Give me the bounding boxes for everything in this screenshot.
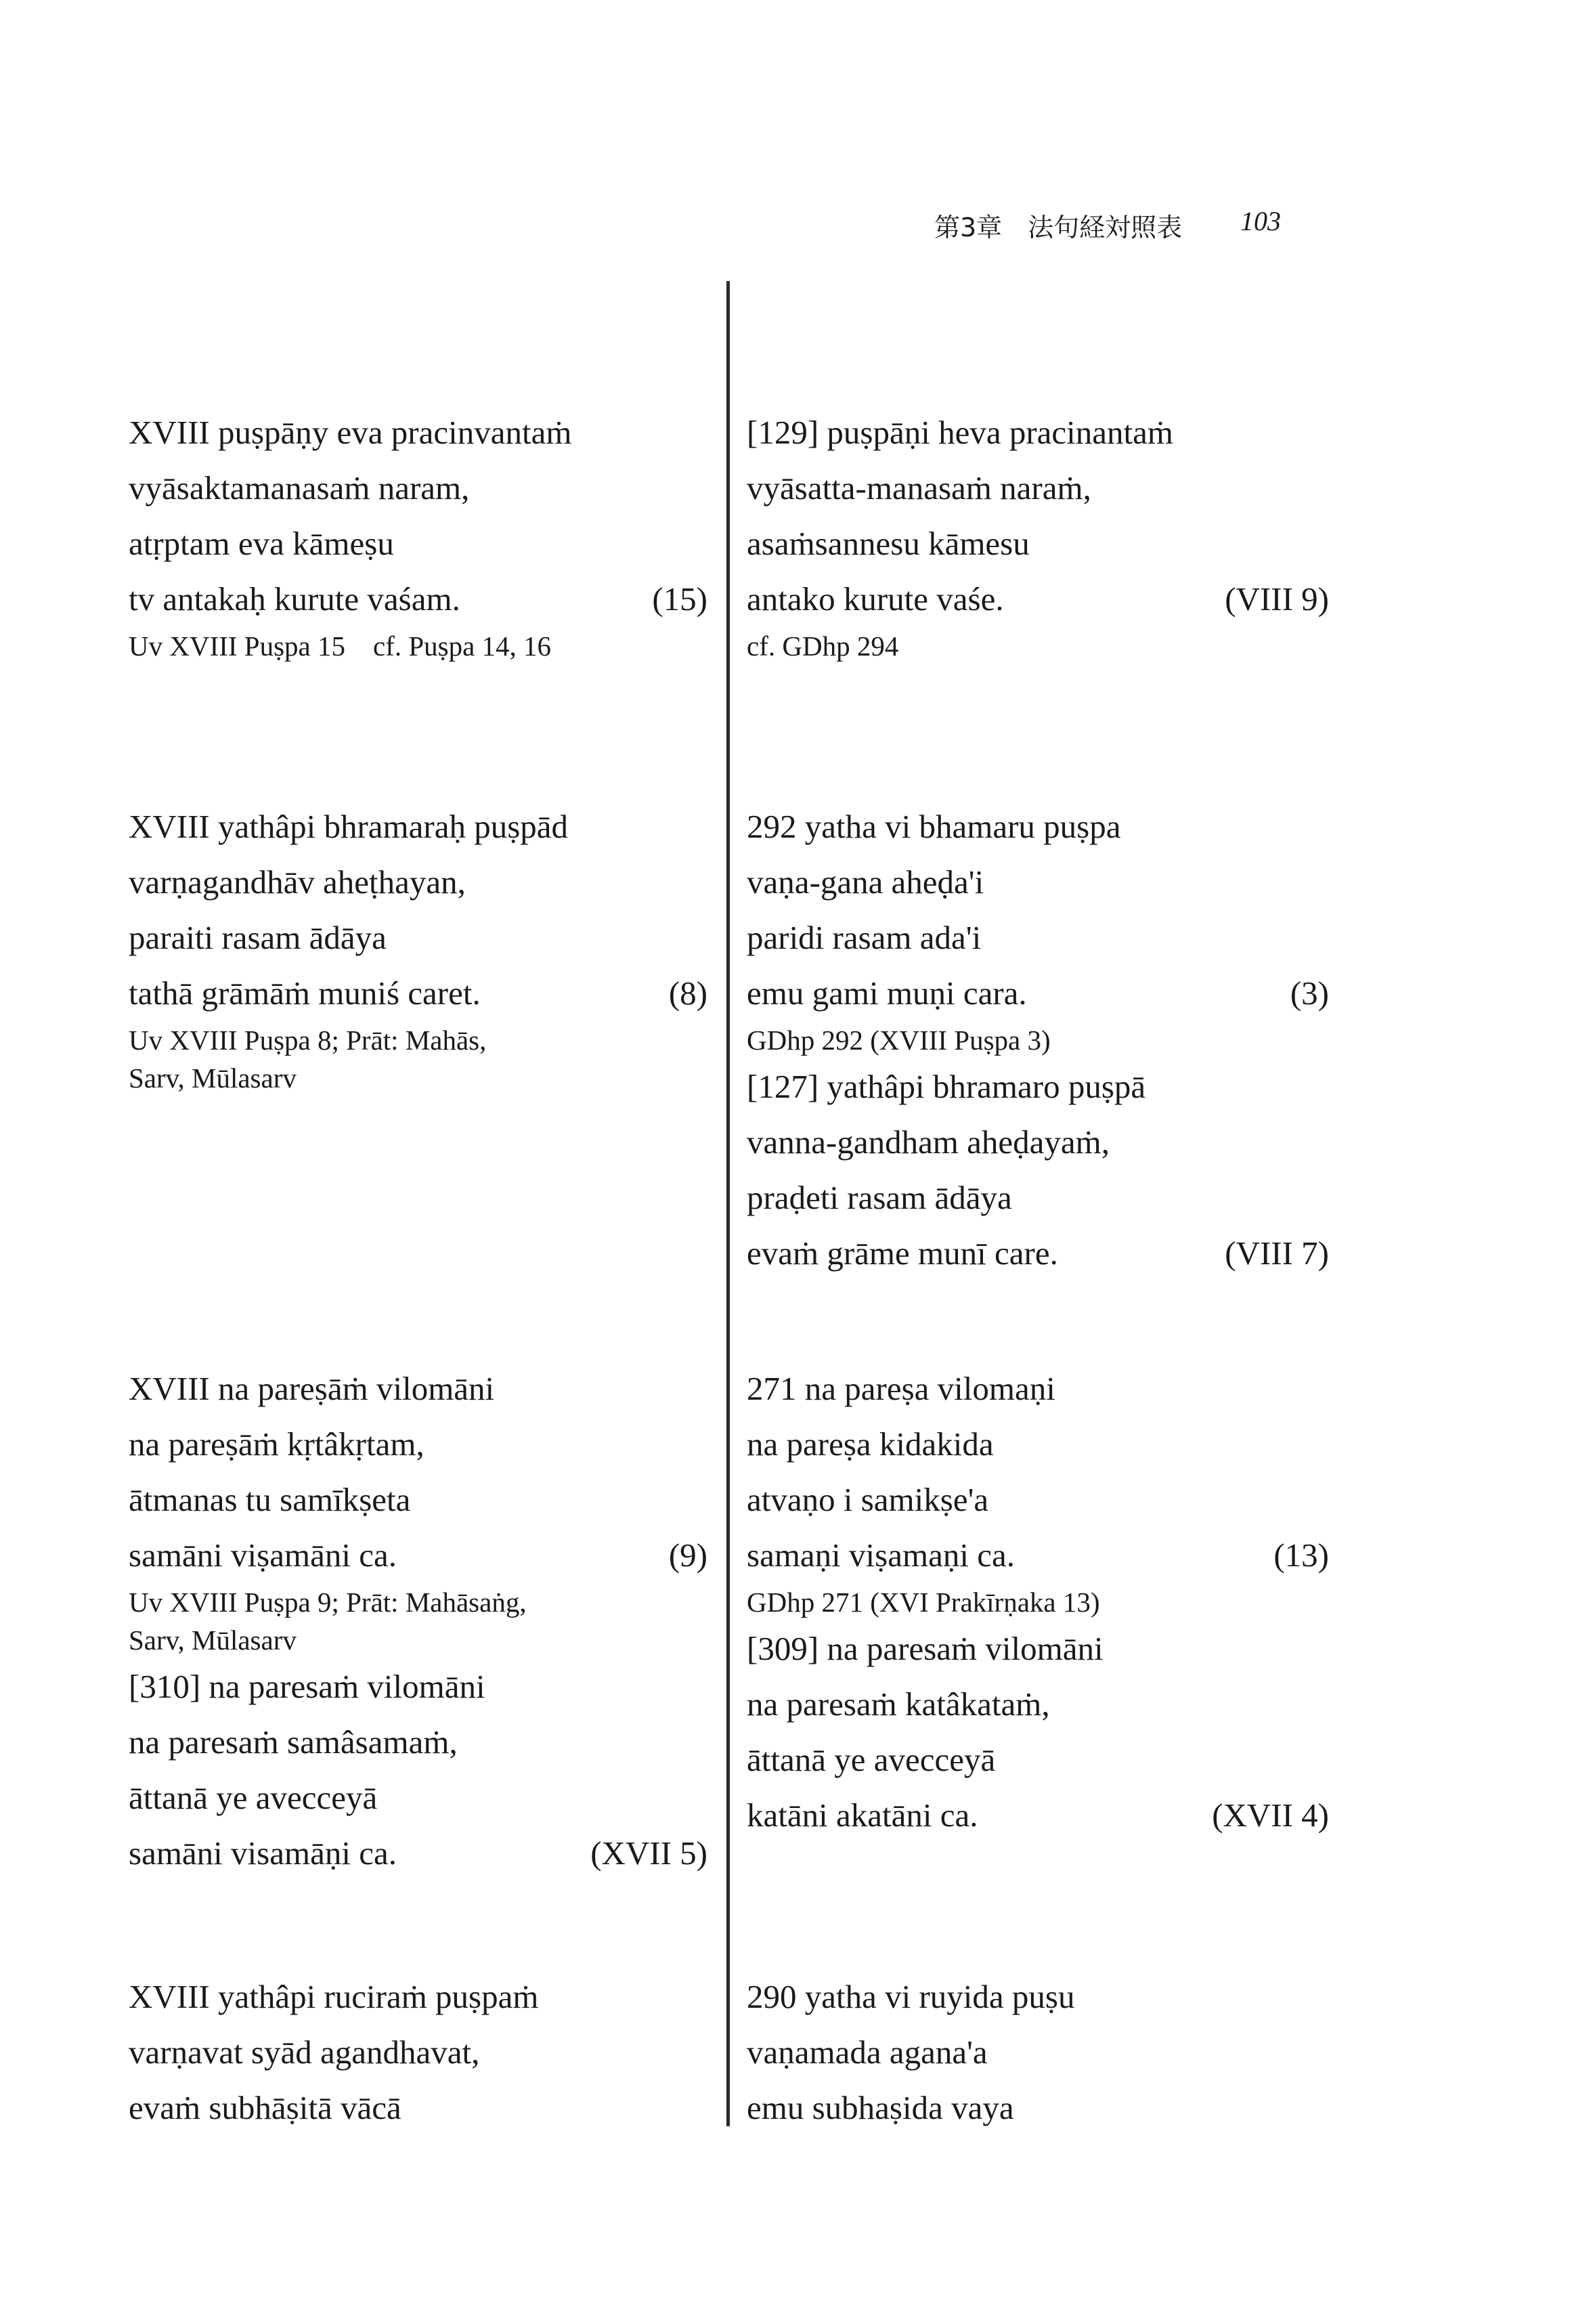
verse-line: atvaṇo i samikṣe'a: [747, 1481, 989, 1518]
verse-line: 290 yatha vi ruyida puṣu: [747, 1978, 1075, 2015]
verse-number: (VIII 9): [1225, 580, 1329, 618]
verse-line: samaṇi viṣamaṇi ca. (13): [747, 1528, 1329, 1583]
reference-note: Uv XVIII Puṣpa 9; Prāt: Mahāsaṅg,: [129, 1587, 527, 1618]
pali-line: samāni visamāṇi ca. (XVII 5): [129, 1826, 707, 1881]
verse-number: (13): [1273, 1536, 1329, 1574]
column-divider: [726, 281, 730, 2126]
verse-block: [747, 1969, 1329, 2136]
verse-line: vaṇamada agana'a: [747, 2034, 988, 2071]
reference-note: GDhp 292 (XVIII Puṣpa 3): [747, 1025, 1051, 1056]
pali-line: [310] na paresaṁ vilomāni: [129, 1668, 485, 1705]
running-header: [934, 207, 1300, 247]
pali-line: evaṁ grāme munī care. (VIII 7): [747, 1226, 1329, 1281]
pali-line: praḍeti rasam ādāya: [747, 1179, 1012, 1216]
verse-number: (15): [652, 580, 707, 618]
verse-line: vyāsaktamanasaṁ naram,: [129, 469, 470, 507]
pali-line: [309] na paresaṁ vilomāni: [747, 1630, 1104, 1667]
verse-line: XVIII puṣpāṇy eva pracinvantaṁ: [129, 414, 572, 451]
pali-line: katāni akatāni ca. (XVII 4): [747, 1788, 1329, 1843]
pali-line: āttanā ye avecceyā: [747, 1741, 996, 1778]
pali-line: na paresaṁ samâsamaṁ,: [129, 1723, 458, 1761]
verse-line: XVIII na pareṣāṁ vilomāni: [129, 1370, 495, 1407]
verse-line: asaṁsannesu kāmesu: [747, 525, 1030, 562]
verse-block: [129, 1969, 707, 2136]
verse-line: evaṁ subhāṣitā vācā: [129, 2089, 401, 2126]
verse-line: na pareṣa kidakida: [747, 1425, 994, 1463]
verse-line: vaṇa-gana aheḍa'i: [747, 863, 984, 901]
verse-block: [747, 1361, 1329, 1843]
verse-line: antako kurute vaśe. (VIII 9): [747, 572, 1329, 627]
pali-line: [127] yathâpi bhramaro puṣpā: [747, 1068, 1146, 1105]
page-number: 103: [1240, 206, 1281, 236]
verse-line: 292 yatha vi bhamaru puṣpa: [747, 808, 1121, 845]
verse-number: (9): [668, 1536, 707, 1574]
verse-line: varṇagandhāv aheṭhayan,: [129, 863, 466, 901]
verse-line: na pareṣāṁ kṛtâkṛtam,: [129, 1425, 424, 1463]
verse-line: tathā grāmāṁ muniś caret. (8): [129, 966, 707, 1021]
verse-line: 271 na pareṣa vilomaṇi: [747, 1370, 1055, 1407]
verse-number: (XVII 5): [590, 1834, 707, 1872]
verse-line: XVIII yathâpi ruciraṁ puṣpaṁ: [129, 1978, 539, 2015]
verse-number: (3): [1290, 974, 1329, 1012]
pali-line: vanna-gandham aheḍayaṁ,: [747, 1123, 1110, 1161]
chapter-title: 第3章 法句経対照表: [934, 213, 1183, 242]
verse-block: [129, 1361, 707, 1881]
verse-number: (VIII 7): [1225, 1234, 1329, 1272]
verse-line: ātmanas tu samīkṣeta: [129, 1481, 411, 1518]
verse-block: [747, 799, 1329, 1281]
verse-line: emu subhaṣida vaya: [747, 2089, 1014, 2126]
reference-note: Sarv, Mūlasarv: [129, 1624, 297, 1656]
pali-line: na paresaṁ katâkataṁ,: [747, 1685, 1050, 1723]
verse-line: paridi rasam ada'i: [747, 919, 982, 956]
reference-note: Uv XVIII Puṣpa 15 cf. Puṣpa 14, 16: [129, 630, 552, 662]
verse-block: [129, 799, 707, 1097]
verse-block: [129, 405, 707, 665]
reference-note: cf. GDhp 294: [747, 630, 899, 662]
verse-line: tv antakaḥ kurute vaśam. (15): [129, 572, 707, 627]
verse-number: (XVII 4): [1212, 1796, 1329, 1834]
verse-line: XVIII yathâpi bhramaraḥ puṣpād: [129, 808, 569, 845]
verse-line: atṛptam eva kāmeṣu: [129, 525, 394, 562]
verse-line: samāni viṣamāni ca. (9): [129, 1528, 707, 1583]
reference-note: GDhp 271 (XVI Prakīrṇaka 13): [747, 1587, 1100, 1618]
reference-note: Uv XVIII Puṣpa 8; Prāt: Mahās,: [129, 1025, 487, 1056]
verse-line: [129] puṣpāṇi heva pracinantaṁ: [747, 414, 1173, 451]
verse-line: vyāsatta-manasaṁ naraṁ,: [747, 469, 1091, 507]
verse-line: varṇavat syād agandhavat,: [129, 2034, 480, 2071]
verse-number: (8): [668, 974, 707, 1012]
verse-block: [747, 405, 1329, 665]
verse-line: paraiti rasam ādāya: [129, 919, 387, 956]
verse-line: emu gami muṇi cara. (3): [747, 966, 1329, 1021]
reference-note: Sarv, Mūlasarv: [129, 1062, 297, 1094]
pali-line: āttanā ye avecceyā: [129, 1779, 378, 1816]
